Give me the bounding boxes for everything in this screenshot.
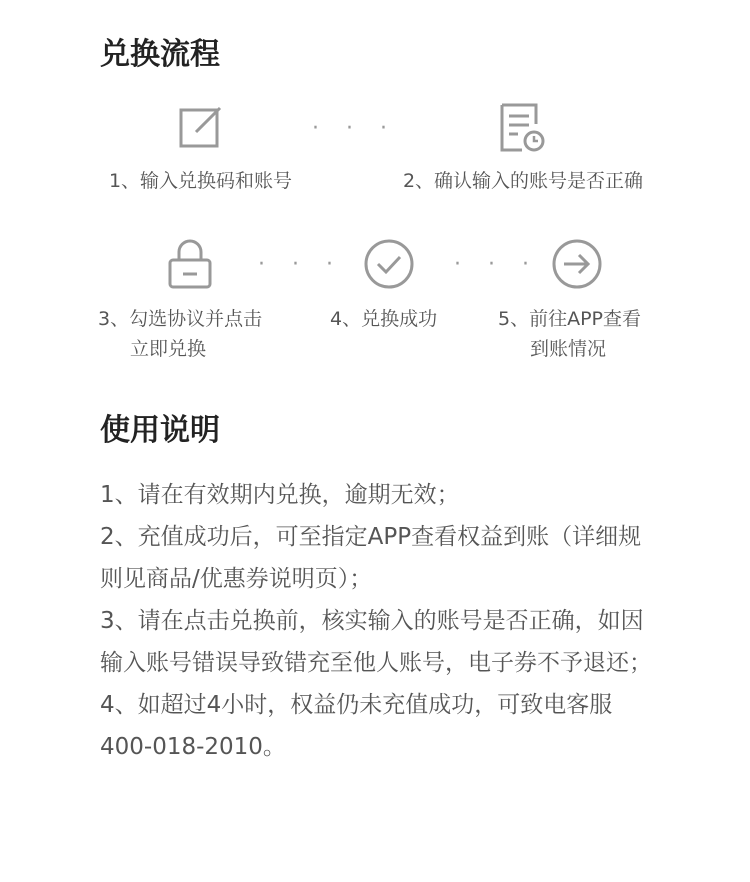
usage-item-4: 4、如超过4小时，权益仍未充值成功，可致电客服400-018-2010。 bbox=[100, 692, 613, 760]
step-3-label-line2: 立即兑换 bbox=[130, 338, 207, 360]
document-clock-icon bbox=[498, 102, 546, 154]
usage-item-1: 1、请在有效期内兑换，逾期无效； bbox=[100, 482, 460, 508]
usage-list bbox=[100, 474, 660, 768]
edit-icon bbox=[178, 104, 224, 150]
usage-item-3: 3、请在点击兑换前，核实输入的账号是否正确，如因输入账号错误导致错充至他人账号，电子券不予退还； bbox=[100, 608, 652, 676]
step-3-label-line1: 3、勾选协议并点击 bbox=[98, 308, 263, 330]
dots-3: · · · bbox=[454, 252, 539, 277]
step-2-label: 2、确认输入的账号是否正确 bbox=[402, 170, 644, 192]
step-5-label-line2: 到账情况 bbox=[530, 338, 607, 360]
step-4-label: 4、兑换成功 bbox=[330, 308, 438, 330]
usage-item-2: 2、充值成功后，可至指定APP查看权益到账（详细规则见商品/优惠券说明页）； bbox=[100, 524, 642, 592]
step-1-label: 1、输入兑换码和账号 bbox=[108, 170, 293, 192]
usage-title: 使用说明 bbox=[100, 413, 220, 448]
step-5-label-line1: 5、前往APP查看 bbox=[498, 308, 642, 330]
dots-1: · · · bbox=[312, 116, 397, 141]
lock-icon bbox=[167, 238, 213, 290]
check-circle-icon bbox=[363, 238, 415, 290]
arrow-right-circle-icon bbox=[551, 238, 603, 290]
process-title: 兑换流程 bbox=[100, 37, 220, 72]
dots-2: · · · bbox=[258, 252, 343, 277]
